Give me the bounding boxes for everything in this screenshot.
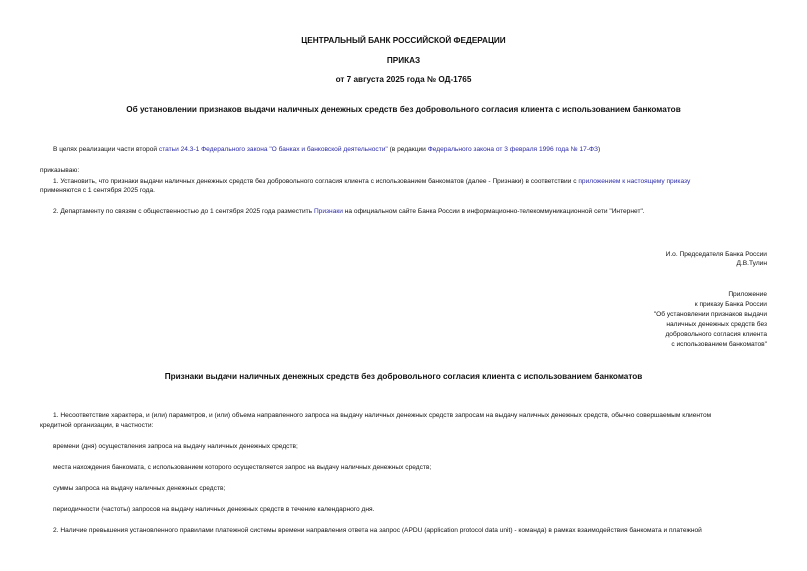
appendix-note-line-6: с использованием банкоматов" xyxy=(671,341,767,348)
doc-date-number: от 7 августа 2025 года № ОД-1765 xyxy=(335,75,472,84)
sign-1-sub-3: суммы запроса на выдачу наличных денежных средств; xyxy=(53,485,226,492)
sign-1-sub-1: времени (дня) осуществления запроса на выдачу наличных денежных средств; xyxy=(53,443,298,450)
sign-1-sub-4: периодичности (частоты) запросов на выдачу наличных денежных средств в течение календарного дня. xyxy=(53,506,375,513)
item-1-text: 1. Установить, что признаки выдачи наличных денежных средств без добровольного согласия клиента с использованием банкоматов (далее - Признаки) в соответствии с xyxy=(53,178,579,185)
link-signs[interactable]: Признаки xyxy=(313,208,343,215)
order-word: приказываю: xyxy=(40,167,80,174)
preamble-text-3: ) xyxy=(598,146,601,153)
preamble-text-1: В целях реализации части второй xyxy=(53,146,159,153)
sign-1-line-1: 1. Несоответствие характера, и (или) параметров, и (или) объема направленного запроса на выдачу наличных денежных средств запросам на выдачу наличных денежных средств, обычно совершаемым клиентом xyxy=(53,412,712,419)
item-2 xyxy=(53,208,645,216)
appendix-note-line-4: наличных денежных средств без xyxy=(666,321,767,328)
preamble-text-2: (в редакции xyxy=(387,146,428,153)
appendix-note-line-2: к приказу Банка России xyxy=(694,301,767,308)
preamble xyxy=(53,146,600,154)
sign-1-line-2: кредитной организации, в частности: xyxy=(40,422,154,429)
item-2-text-1: 2. Департаменту по связям с общественностью до 1 сентября 2025 года разместить xyxy=(53,208,314,215)
sign-1-sub-2: места нахождения банкомата, с использованием которого осуществляется запрос на выдачу наличных денежных средств; xyxy=(53,464,432,471)
item-1-line-2: применяются с 1 сентября 2025 года. xyxy=(40,187,156,194)
appendix-note-line-1: Приложение xyxy=(728,291,767,298)
sign-2-line-1: 2. Наличие превышения установленного правилами платежной системы времени направления ответа на запрос (APDU (application protocol data unit) - команда) в рамках взаимодействия банкомата и платежной xyxy=(53,527,702,534)
doc-type: ПРИКАЗ xyxy=(386,56,421,65)
item-1-line-1 xyxy=(53,178,690,186)
doc-title: Об установлении признаков выдачи наличных денежных средств без добровольного согласия клиента с использованием банкоматов xyxy=(126,105,681,114)
appendix-title: Признаки выдачи наличных денежных средств без добровольного согласия клиента с использованием банкоматов xyxy=(164,372,643,381)
appendix-note-line-5: добровольного согласия клиента xyxy=(665,331,767,338)
signature-position: И.о. Председателя Банка России xyxy=(665,251,767,258)
link-appendix[interactable]: приложением к настоящему приказу xyxy=(578,178,691,185)
appendix-note-line-3: "Об установлении признаков выдачи xyxy=(653,311,767,318)
link-federal-law[interactable]: Федерального закона от 3 февраля 1996 года № 17-ФЗ xyxy=(427,146,599,153)
link-law-article[interactable]: статьи 24.3-1 Федерального закона "О банках и банковской деятельности" xyxy=(158,146,388,153)
org-name: ЦЕНТРАЛЬНЫЙ БАНК РОССИЙСКОЙ ФЕДЕРАЦИИ xyxy=(301,36,506,45)
signature-name: Д.В.Тулин xyxy=(736,260,767,267)
item-2-text-2: на официальном сайте Банка России в информационно-телекоммуникационной сети "Интернет". xyxy=(342,208,645,215)
